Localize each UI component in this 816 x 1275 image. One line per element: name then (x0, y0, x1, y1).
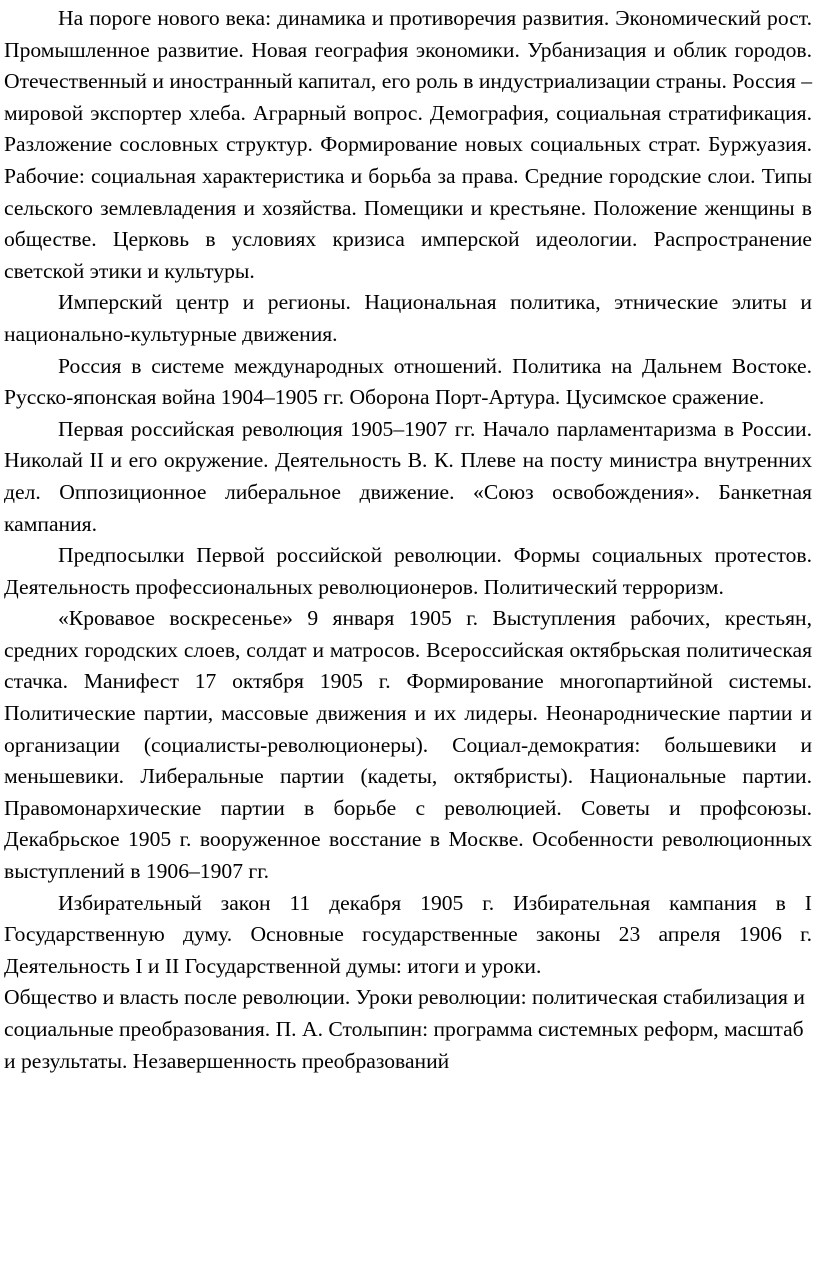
paragraph-imperial-center: Имперский центр и регионы. Национальная политика, этнические элиты и национально-культурные движения. (4, 290, 812, 346)
paragraph-revolution-preconditions: Предпосылки Первой российской революции. Формы социальных протестов. Деятельность профессиональных революционеров. Политический терроризм. (4, 543, 812, 599)
paragraph-international-relations: Россия в системе международных отношений. Политика на Дальнем Востоке. Русско-японская война 1904–1905 гг. Оборона Порт-Артура. Цусимское сражение. (4, 353, 812, 410)
paragraph-first-revolution: Первая российская революция 1905–1907 гг. Начало парламентаризма в России. Николай II и его окружение. Деятельность В. К. Плеве на посту министра внутренних дел. Оппозиционное либеральное движение. «Союз освобождения». Банкетная кампания. (4, 416, 812, 536)
paragraph-after-revolution: Общество и власть после революции. Уроки революции: политическая стабилизация и социальные преобразования. П. А. Столыпин: программа системных реформ, масштаб и результаты. Незавершенность преобразований (4, 985, 805, 1073)
paragraph-bloody-sunday: «Кровавое воскресенье» 9 января 1905 г. Выступления рабочих, крестьян, средних городских слоев, солдат и матросов. Всероссийская октябрьская политическая стачка. Манифест 17 октября 1905 г. Формирование многопартийной системы. Политические партии, массовые движения и их лидеры. Неонароднические партии и организации (социалисты-революционеры). Социал-демократия: большевики и меньшевики. Либеральные партии (кадеты, октябристы). Национальные партии. Правомонархические партии в борьбе с революцией. Советы и профсоюзы. Декабрьское 1905 г. вооруженное восстание в Москве. Особенности революционных выступлений в 1906–1907 гг. (4, 606, 812, 884)
paragraph-electoral-law: Избирательный закон 11 декабря 1905 г. Избирательная кампания в I Государственную думу. Основные государственные законы 23 апреля 1906 г. Деятельность I и II Государственной думы: итоги и уроки. (4, 890, 812, 978)
paragraph-economy-society: На пороге нового века: динамика и противоречия развития. Экономический рост. Промышленное развитие. Новая география экономики. Урбанизация и облик городов. Отечественный и иностранный капитал, его роль в индустриализации страны. Россия – мировой экспортер хлеба. Аграрный вопрос. Демография, социальная стратификация. Разложение сословных структур. Формирование новых социальных страт. Буржуазия. Рабочие: социальная характеристика и борьба за права. Средние городские слои. Типы сельского землевладения и хозяйства. Помещики и крестьяне. Положение женщины в обществе. Церковь в условиях кризиса имперской идеологии. Распространение светской этики и культуры. (4, 6, 812, 283)
